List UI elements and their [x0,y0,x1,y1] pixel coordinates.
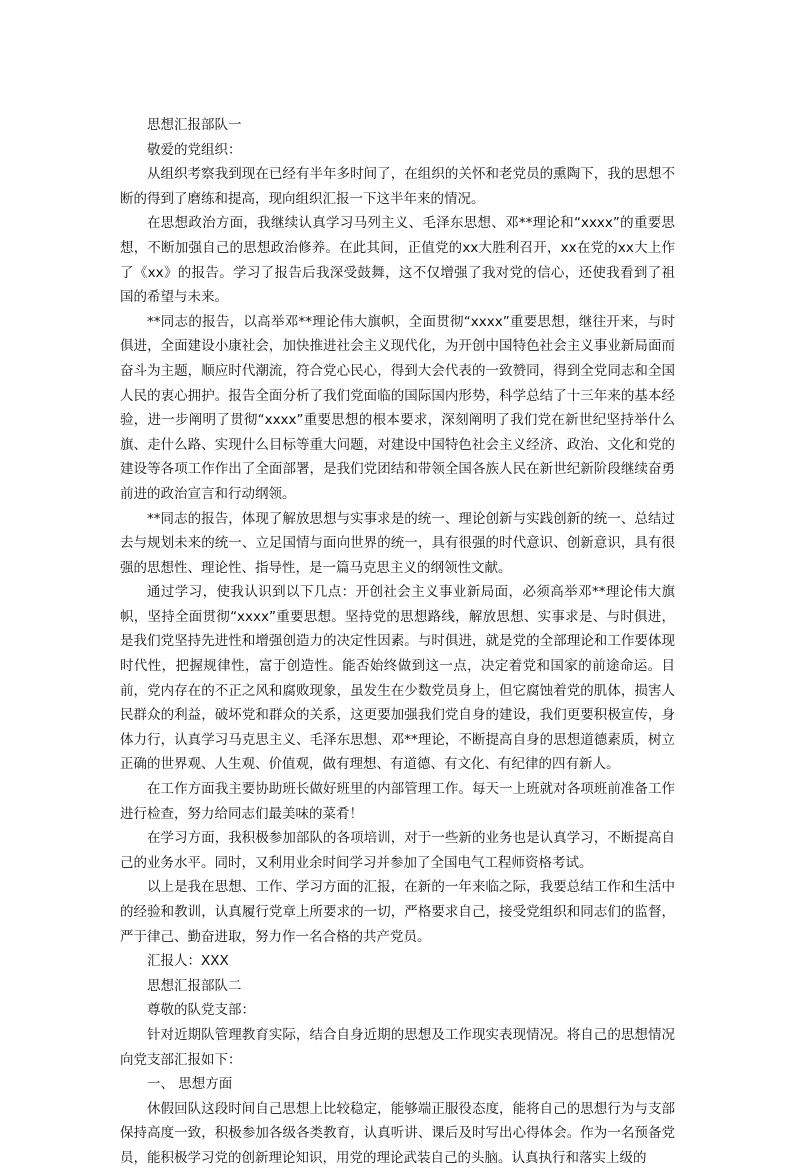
paragraph-political: 在思想政治方面，我继续认真学习马列主义、毛泽东思想、邓**理论和“xxxx”的重要思想，不断加强自己的思想政治修养。在此其间，正值党的xx大胜利召开，xx在党的xx大上作了《xx》的报告。学习了报告后我深受鼓舞，这不仅增强了我对党的信心，还使我看到了祖国的希望与未来。 [120,215,675,306]
salutation-2: 尊敬的队党支部： [147,1002,255,1019]
paragraph-intro-2: 针对近期队管理教育实际，结合自身近期的思想及工作现实表现情况。将自己的思想情况向党支部汇报如下： [120,1026,675,1068]
paragraph-learning-points: 通过学习，使我认识到以下几点：开创社会主义事业新局面，必须高举邓**理论伟大旗帜，坚持全面贯彻“xxxx”重要思想。坚持党的思想路线，解放思想、实事求是、与时俱进，是我们党坚持先进性和增强创造力的决定性因素。与时俱进，就是党的全部理论和工作要体现时代性，把握规律性，富于创造性。能否始终做到这一点，决定着党和国家的前途命运。目前，党内存在的不正之风和腐败现象，虽发生在少数党员身上，但它腐蚀着党的肌体，损害人民群众的利益，破坏党和群众的关系，这更要加强我们党自身的建设，我们更要积极宣传，身体力行，认真学习马克思主义、毛泽东思想、邓**理论，不断提高自身的思想道德素质，树立正确的世界观、人生观、价值观，做有理想、有道德、有文化、有纪律的四有新人。 [120,584,675,773]
report-title-1: 思想汇报部队一 [147,117,242,133]
reporter-signature: 汇报人：XXX [147,953,229,970]
paragraph-work: 在工作方面我主要协助班长做好班里的内部管理工作。每天一上班就对各项班前准备工作进行检查，努力给同志们最美味的菜肴！ [120,781,675,822]
report-title-2: 思想汇报部队二 [147,977,242,994]
paragraph-report-summary: **同志的报告，以高举邓**理论伟大旗帜，全面贯彻“xxxx”重要思想，继往开来，与时俱进，全面建设小康社会，加快推进社会主义现代化，为开创中国特色社会主义事业新局面而奋斗为主题，顺应时代潮流，符合党心民心，得到大会代表的一致赞同，得到全党同志和全国人民的衷心拥护。报告全面分析了我们党面临的国际国内形势，科学总结了十三年来的基本经验，进一步阐明了贯彻“xxxx”重要思想的根本要求，深刻阐明了我们党在新世纪坚持举什么旗、走什么路、实现什么目标等重大问题，对建设中国特色社会主义经济、政治、文化和党的建设等各项工作作出了全面部署，是我们党团结和带领全国各族人民在新世纪新阶段继续奋勇前进的政治宣言和行动纲领。 [120,313,675,502]
paragraph-conclusion: 以上是我在思想、工作、学习方面的汇报，在新的一年来临之际，我要总结工作和生活中的经验和教训，认真履行党章上所要求的一切，严格要求自己，接受党组织和同志们的监督，严于律己、勤奋进取，努力作一名合格的共产党员。 [120,879,675,945]
section-heading-thought: 一、 思想方面 [147,1076,233,1093]
paragraph-thought: 休假回队这段时间自己思想上比较稳定，能够端正服役态度，能将自己的思想行为与支部保持高度一致，积极参加各级各类教育，认真听讲、课后及时写出心得体会。作为一名预备党员，能积极学习党的创新理论知识，用党的理论武装自己的头脑。认真执行和落实上级的 [120,1100,675,1166]
salutation-1: 敬爱的党组织： [147,141,242,158]
paragraph-report-evaluation: **同志的报告，体现了解放思想与实事求是的统一、理论创新与实践创新的统一、总结过去与规划未来的统一、立足国情与面向世界的统一，具有很强的时代意识、创新意识，具有很强的思想性、理论性、指导性，是一篇马克思主义的纲领性文献。 [120,510,675,576]
paragraph-study: 在学习方面，我积极参加部队的各项培训，对于一些新的业务也是认真学习，不断提高自己的业务水平。同时，又利用业余时间学习并参加了全国电气工程师资格考试。 [120,830,675,871]
document-body [120,113,675,1171]
paragraph-intro: 从组织考察我到现在已经有半年多时间了，在组织的关怀和老党员的熏陶下，我的思想不断的得到了磨练和提高，现向组织汇报一下这半年来的情况。 [120,166,675,207]
